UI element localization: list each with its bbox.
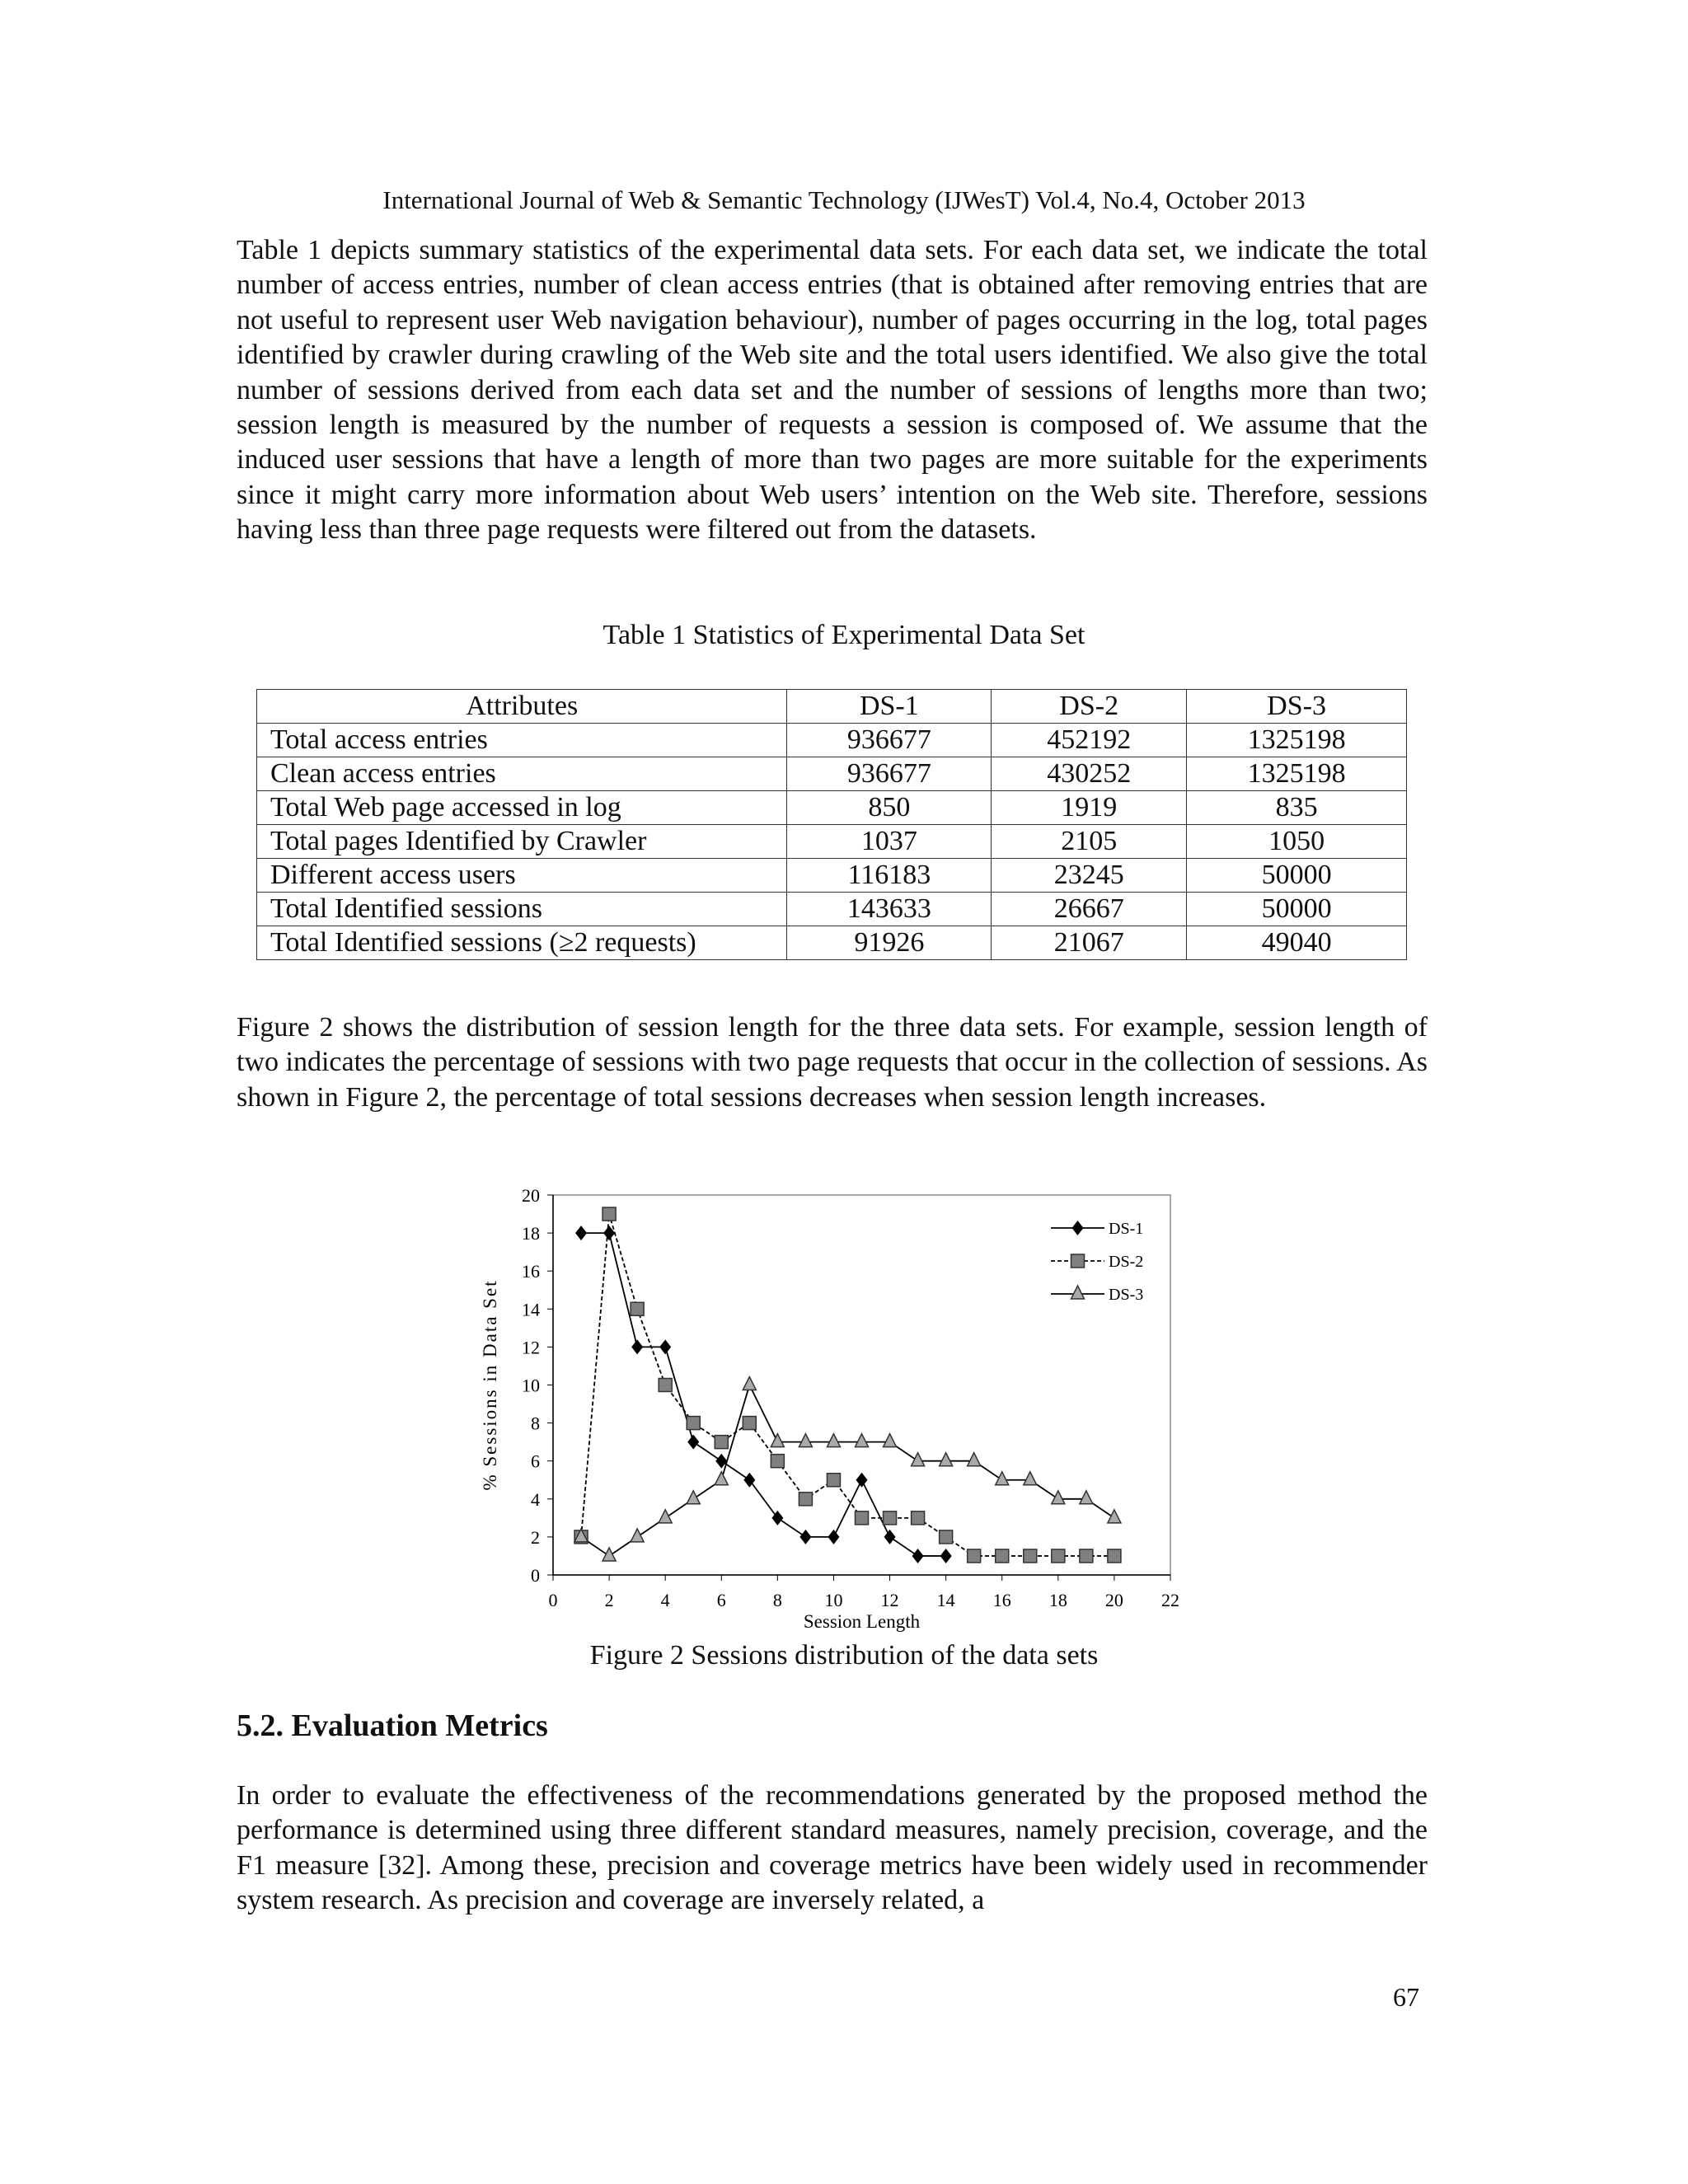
- data-point-ds-2: [1024, 1549, 1037, 1563]
- data-point-ds-1: [912, 1549, 924, 1563]
- data-point-ds-2: [687, 1417, 700, 1430]
- data-point-ds-2: [884, 1511, 897, 1525]
- data-point-ds-3: [659, 1510, 672, 1523]
- data-point-ds-1: [575, 1226, 587, 1240]
- x-tick-label: 2: [604, 1590, 614, 1610]
- data-point-ds-3: [687, 1491, 700, 1504]
- data-point-ds-2: [940, 1530, 953, 1544]
- attribute-cell: Total access entries: [257, 724, 787, 757]
- section-heading: 5.2. Evaluation Metrics: [237, 1708, 548, 1743]
- y-tick-label: 8: [531, 1413, 540, 1434]
- table-row: [257, 893, 1407, 926]
- legend-label: DS-2: [1109, 1253, 1144, 1271]
- data-point-ds-2: [968, 1549, 981, 1563]
- value-cell: 2105: [992, 825, 1187, 859]
- data-point-ds-1: [828, 1530, 839, 1544]
- data-point-ds-1: [659, 1339, 671, 1354]
- journal-header: International Journal of Web & Semantic Technology (IJWesT) Vol.4, No.4, October 2013: [382, 185, 1306, 214]
- x-tick-label: 4: [660, 1590, 670, 1610]
- header-cell: Attributes: [257, 690, 787, 724]
- data-point-ds-2: [827, 1474, 840, 1487]
- value-cell: 936677: [787, 757, 992, 791]
- table-row: [257, 859, 1407, 893]
- table-row: [257, 724, 1407, 757]
- data-point-ds-3: [884, 1434, 897, 1447]
- data-point-ds-2: [771, 1455, 784, 1468]
- y-tick-label: 14: [522, 1299, 540, 1320]
- data-point-ds-3: [912, 1453, 925, 1466]
- data-point-ds-3: [1108, 1510, 1121, 1523]
- legend-square-icon: [1071, 1254, 1085, 1268]
- header-cell: DS-1: [787, 690, 992, 724]
- data-point-ds-3: [940, 1453, 953, 1466]
- y-tick-label: 10: [522, 1375, 540, 1396]
- data-point-ds-2: [603, 1207, 616, 1221]
- header-cell: DS-3: [1187, 690, 1407, 724]
- x-tick-label: 12: [880, 1590, 899, 1610]
- y-tick-label: 0: [531, 1565, 540, 1586]
- legend-triangle-icon: [1071, 1286, 1085, 1299]
- data-point-ds-3: [1080, 1491, 1093, 1504]
- value-cell: 1325198: [1187, 724, 1407, 757]
- data-point-ds-2: [659, 1379, 672, 1392]
- y-tick-label: 20: [522, 1185, 540, 1206]
- legend-label: DS-3: [1109, 1286, 1144, 1304]
- value-cell: 143633: [787, 893, 992, 926]
- data-point-ds-3: [1024, 1472, 1037, 1485]
- value-cell: 91926: [787, 926, 992, 960]
- value-cell: 1050: [1187, 825, 1407, 859]
- value-cell: 26667: [992, 893, 1187, 926]
- attribute-cell: Total Identified sessions: [257, 893, 787, 926]
- statistics-table: [256, 689, 1407, 960]
- x-tick-label: 10: [824, 1590, 843, 1610]
- x-tick-label: 22: [1161, 1590, 1179, 1610]
- data-point-ds-3: [743, 1377, 756, 1390]
- attribute-cell: Different access users: [257, 859, 787, 893]
- value-cell: 835: [1187, 791, 1407, 825]
- paragraph-figure-description: Figure 2 shows the distribution of session length for the three data sets. For example, session length of two indicates the percentage of sessions with two page requests that occur in the collection of sessions. As shown in Figure 2, the percentage of total sessions decreases when session length increases.: [237, 1012, 1428, 1113]
- data-point-ds-3: [631, 1529, 644, 1542]
- attribute-cell: Total Web page accessed in log: [257, 791, 787, 825]
- x-tick-label: 16: [992, 1590, 1011, 1610]
- data-point-ds-3: [968, 1453, 981, 1466]
- data-point-ds-2: [631, 1302, 644, 1315]
- value-cell: 1919: [992, 791, 1187, 825]
- series-line-ds-1: [581, 1233, 946, 1556]
- table-caption: Table 1 Statistics of Experimental Data Set: [603, 620, 1085, 650]
- y-axis-title: % Sessions in Data Set: [480, 1279, 500, 1491]
- table-header-row: [257, 690, 1407, 724]
- y-tick-label: 18: [522, 1223, 540, 1244]
- value-cell: 850: [787, 791, 992, 825]
- attribute-cell: Total pages Identified by Crawler: [257, 825, 787, 859]
- data-point-ds-1: [631, 1339, 643, 1354]
- data-point-ds-2: [1108, 1549, 1121, 1563]
- data-point-ds-3: [827, 1434, 840, 1447]
- y-tick-label: 6: [531, 1451, 540, 1472]
- data-point-ds-3: [856, 1434, 869, 1447]
- data-point-ds-3: [799, 1434, 812, 1447]
- data-point-ds-1: [940, 1549, 952, 1563]
- data-point-ds-2: [1052, 1549, 1065, 1563]
- y-tick-label: 12: [522, 1337, 540, 1358]
- data-point-ds-1: [856, 1473, 868, 1488]
- data-point-ds-2: [996, 1549, 1009, 1563]
- figure-caption: Figure 2 Sessions distribution of the data sets: [589, 1640, 1099, 1671]
- value-cell: 50000: [1187, 859, 1407, 893]
- value-cell: 49040: [1187, 926, 1407, 960]
- data-point-ds-3: [1052, 1491, 1065, 1504]
- attribute-cell: Clean access entries: [257, 757, 787, 791]
- x-tick-label: 20: [1104, 1590, 1123, 1610]
- y-tick-label: 4: [531, 1488, 540, 1510]
- value-cell: 23245: [992, 859, 1187, 893]
- value-cell: 1037: [787, 825, 992, 859]
- table-row: [257, 926, 1407, 960]
- table-row: [257, 825, 1407, 859]
- data-point-ds-2: [743, 1417, 756, 1430]
- header-cell: DS-2: [992, 690, 1187, 724]
- table-row: [257, 757, 1407, 791]
- value-cell: 21067: [992, 926, 1187, 960]
- x-tick-label: 0: [548, 1590, 558, 1610]
- legend-label: DS-1: [1109, 1220, 1144, 1238]
- data-point-ds-1: [799, 1530, 811, 1544]
- paragraph-table-summary: Table 1 depicts summary statistics of the experimental data sets. For each data set, we indicate the total number of access entries, number of clean access entries (that is obtained after removing entries that are not useful to represent user Web navigation behaviour), number of pages occurring in the log, total pages identified by crawler during crawling of the Web site and the total users identified. We also give the total number of sessions derived from each data set and the number of sessions of lengths more than two; session length is measured by the number of requests a session is composed of. We assume that the induced user sessions that have a length of more than two pages are more suitable for the experiments since it might carry more information about Web users’ intention on the Web site. Therefore, sessions having less than three page requests were filtered out from the datasets.: [237, 235, 1428, 546]
- data-point-ds-1: [687, 1435, 699, 1450]
- data-point-ds-1: [884, 1530, 896, 1544]
- attribute-cell: Total Identified sessions (≥2 requests): [257, 926, 787, 960]
- value-cell: 116183: [787, 859, 992, 893]
- paragraph-evaluation-metrics: In order to evaluate the effectiveness of the recommendations generated by the proposed method the performance is determined using three different standard measures, namely precision, coverage, and the F1 measure [32]. Among these, precision and coverage metrics have been widely used in recommender system research. As precision and coverage are inversely related, a: [237, 1780, 1428, 1916]
- y-tick-label: 16: [522, 1261, 540, 1282]
- value-cell: 50000: [1187, 893, 1407, 926]
- x-tick-label: 18: [1048, 1590, 1067, 1610]
- data-point-ds-3: [996, 1472, 1009, 1485]
- legend-diamond-icon: [1072, 1221, 1084, 1235]
- x-tick-label: 8: [772, 1590, 782, 1610]
- value-cell: 452192: [992, 724, 1187, 757]
- value-cell: 430252: [992, 757, 1187, 791]
- data-point-ds-2: [856, 1511, 869, 1525]
- value-cell: 936677: [787, 724, 992, 757]
- data-point-ds-2: [912, 1511, 925, 1525]
- page-number: 67: [1393, 1982, 1419, 2012]
- data-point-ds-2: [799, 1493, 812, 1506]
- data-point-ds-2: [715, 1436, 728, 1449]
- table-row: [257, 791, 1407, 825]
- y-tick-label: 2: [531, 1526, 540, 1548]
- data-point-ds-3: [603, 1548, 616, 1561]
- value-cell: 1325198: [1187, 757, 1407, 791]
- x-tick-label: 6: [716, 1590, 726, 1610]
- x-tick-label: 14: [936, 1590, 955, 1610]
- data-point-ds-3: [771, 1434, 784, 1447]
- series-line-ds-3: [581, 1385, 1114, 1556]
- data-point-ds-2: [1080, 1549, 1093, 1563]
- x-axis-title: Session Length: [803, 1611, 921, 1632]
- data-point-ds-3: [715, 1472, 728, 1485]
- session-distribution-chart: [462, 1170, 1203, 1648]
